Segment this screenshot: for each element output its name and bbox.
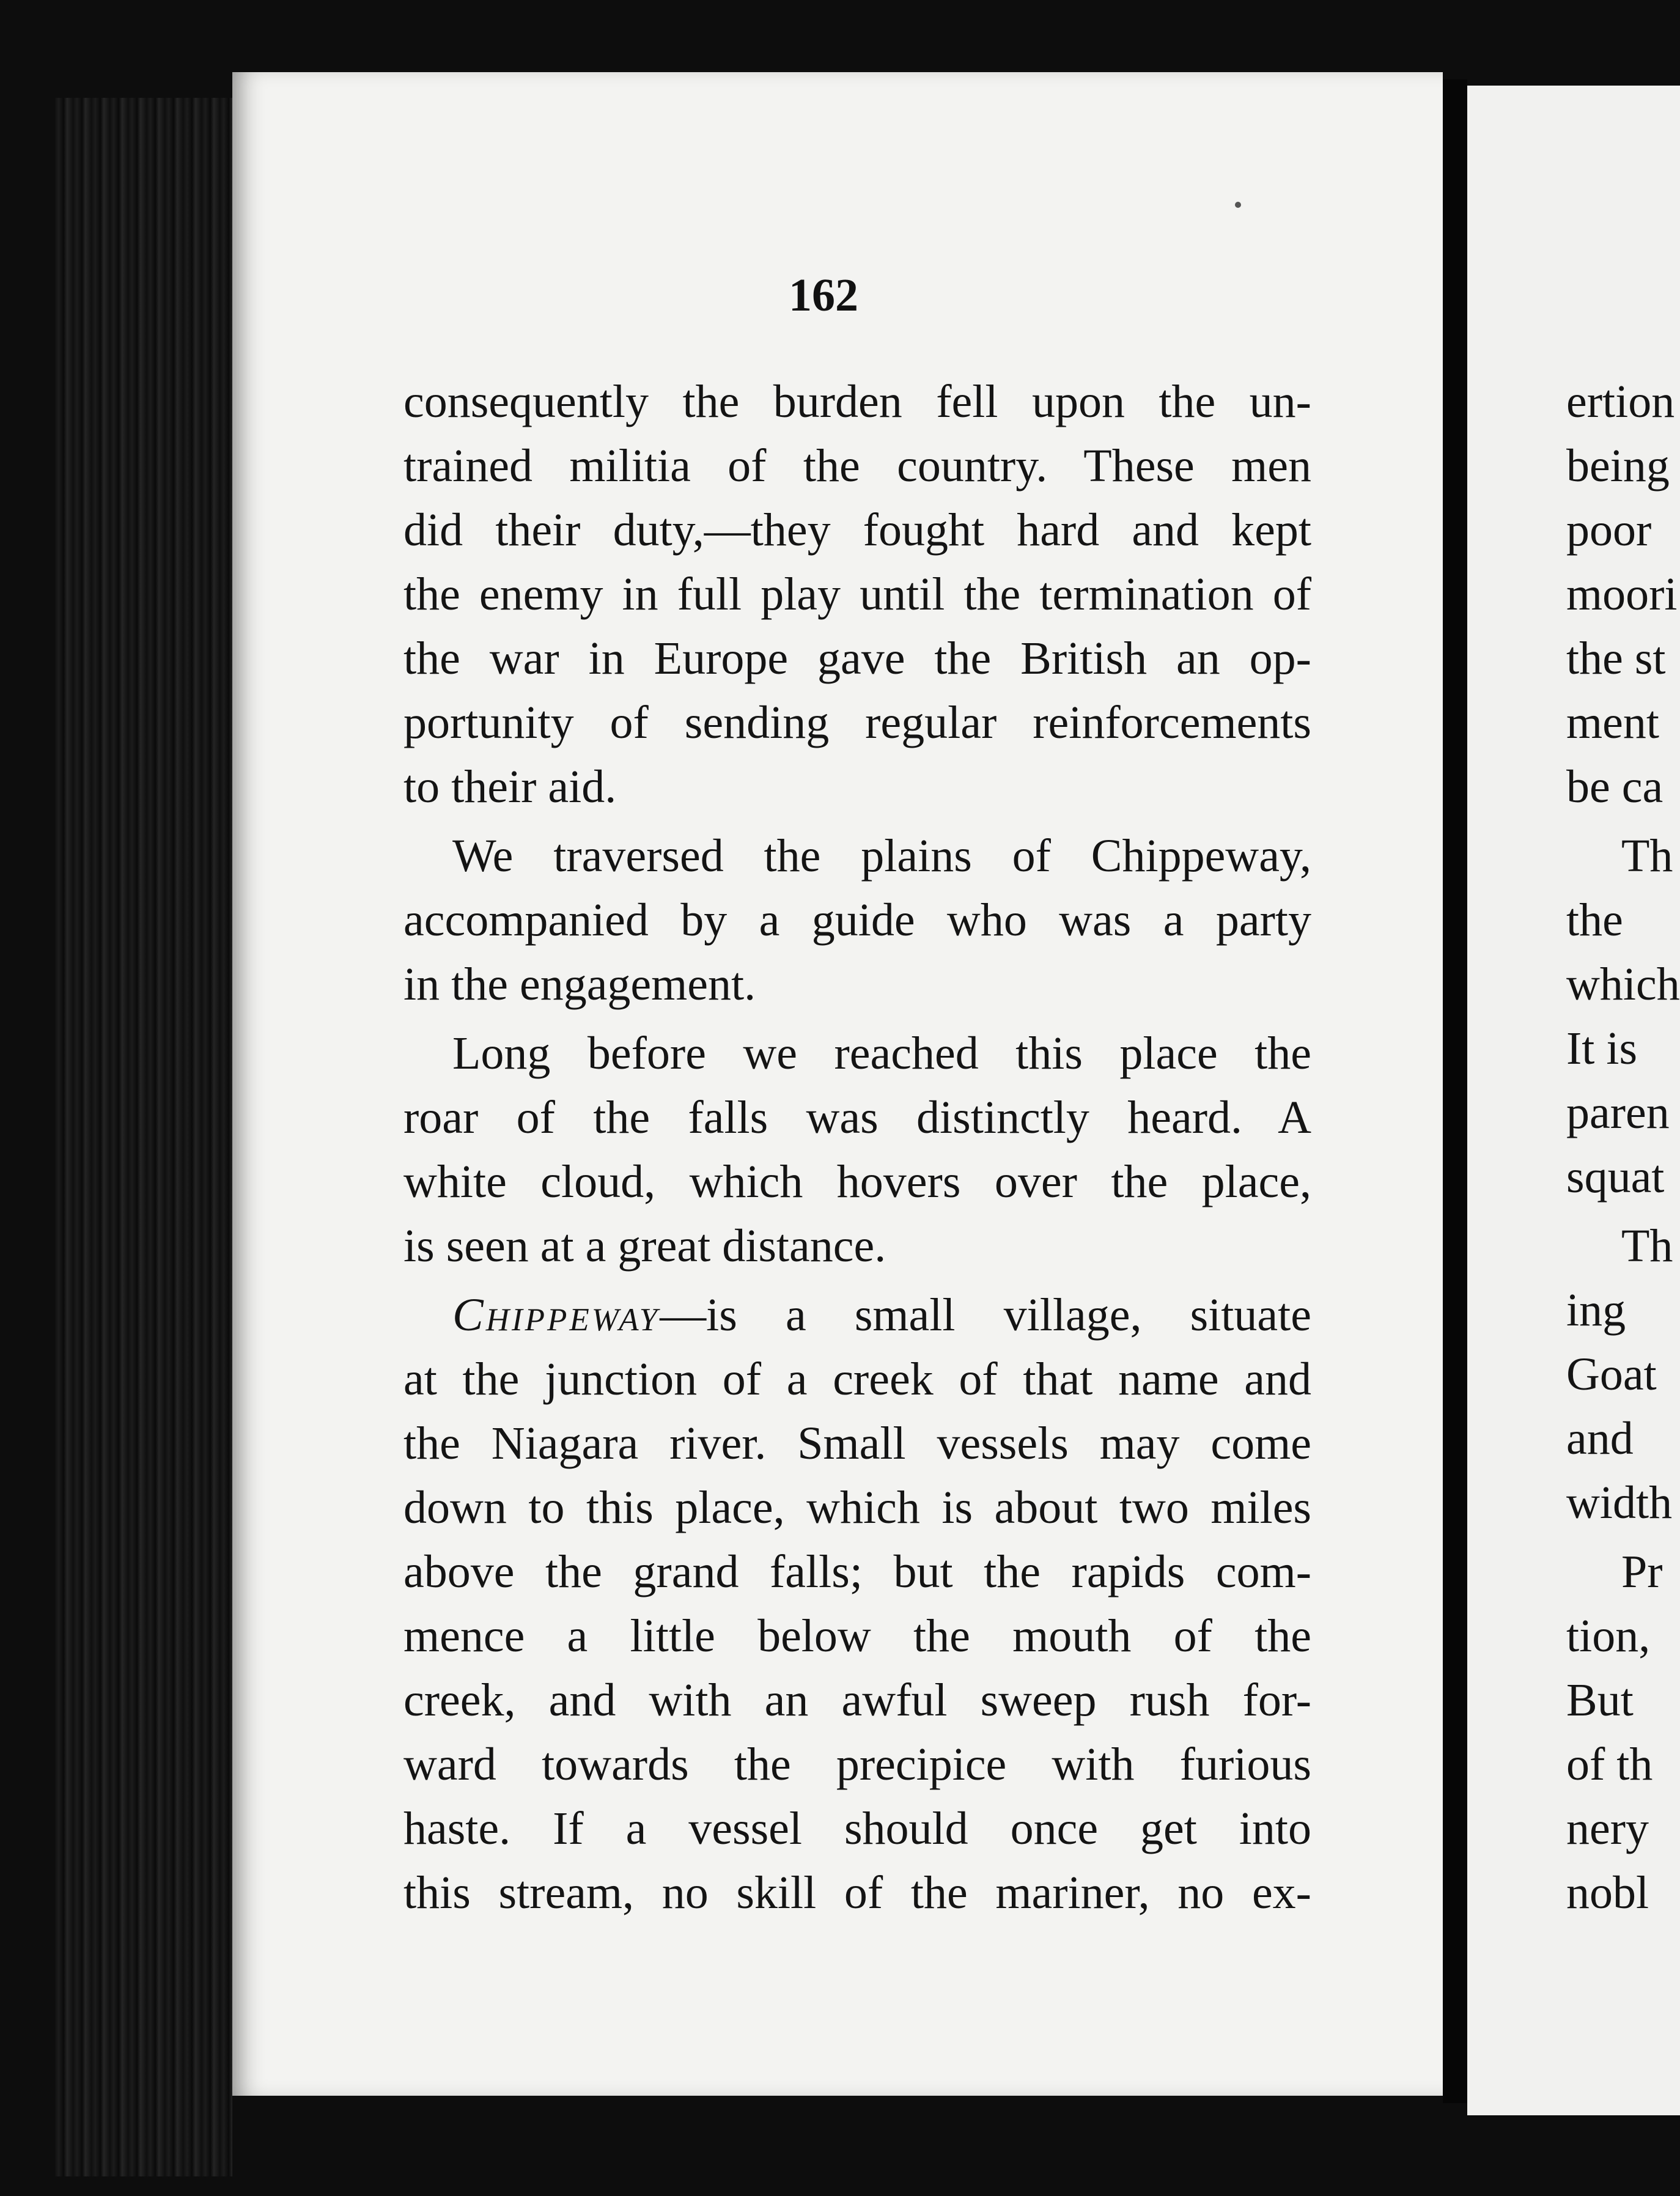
- fragment-line: Pr: [1621, 1546, 1663, 1597]
- text-line: white cloud, which hovers over the place,: [403, 1156, 1311, 1207]
- text-line: did their duty,—they fought hard and kept: [403, 504, 1311, 556]
- fragment-line: the st: [1566, 633, 1666, 684]
- section-heading-chippeway: Chippeway: [452, 1289, 660, 1341]
- fragment-line: Goat: [1566, 1349, 1657, 1400]
- text-line: accompanied by a guide who was a party: [403, 894, 1311, 946]
- text-line: the Niagara river. Small vessels may come: [403, 1418, 1311, 1469]
- fragment-line: ment: [1566, 697, 1659, 748]
- text-line: creek, and with an awful sweep rush for-: [403, 1675, 1311, 1726]
- page-body: [403, 370, 1311, 1925]
- fragment-line: poor: [1566, 504, 1652, 556]
- text-line: trained militia of the country. These men: [403, 440, 1311, 492]
- text-line: the enemy in full play until the termination of: [403, 569, 1311, 620]
- text-line: in the engagement.: [403, 959, 756, 1010]
- text-line: ward towards the precipice with furious: [403, 1739, 1311, 1790]
- text-line: at the junction of a creek of that name and: [403, 1354, 1311, 1405]
- ink-speck: [1235, 202, 1241, 208]
- text-line: to their aid.: [403, 761, 617, 812]
- page-number: 162: [789, 270, 858, 321]
- text-line: down to this place, which is about two miles: [403, 1482, 1311, 1533]
- text-line: roar of the falls was distinctly heard. A: [403, 1092, 1311, 1143]
- text-line: mence a little below the mouth of the: [403, 1610, 1311, 1662]
- fragment-line: nery: [1566, 1803, 1649, 1854]
- text-fragment: —is a small village, situate: [660, 1289, 1311, 1341]
- text-line: this stream, no skill of the mariner, no ex-: [403, 1867, 1311, 1918]
- book-spine-shadow: [55, 98, 232, 2176]
- fragment-line: moori: [1566, 569, 1678, 620]
- fragment-line: It is: [1566, 1023, 1638, 1074]
- facing-page-text: [1566, 370, 1680, 1925]
- fragment-line: nobl: [1566, 1867, 1649, 1918]
- fragment-line: ing: [1566, 1284, 1626, 1336]
- fragment-line: the: [1566, 894, 1623, 946]
- text-line: above the grand falls; but the rapids com-: [403, 1546, 1311, 1597]
- fragment-line: But: [1566, 1675, 1634, 1726]
- fragment-line: being: [1566, 440, 1670, 492]
- page-gutter: [1443, 79, 1467, 2103]
- fragment-line: ertion: [1566, 376, 1675, 427]
- text-line: [403, 1283, 1311, 1347]
- text-line: consequently the burden fell upon the un-: [403, 376, 1311, 427]
- fragment-line: and: [1566, 1413, 1634, 1464]
- fragment-line: Th: [1621, 830, 1673, 882]
- text-line: We traversed the plains of Chippeway,: [452, 830, 1311, 882]
- text-line: Long before we reached this place the: [452, 1028, 1311, 1079]
- text-line: portunity of sending regular reinforcements: [403, 697, 1311, 748]
- fragment-line: paren: [1566, 1087, 1670, 1138]
- fragment-line: which: [1566, 959, 1680, 1010]
- fragment-line: squat: [1566, 1151, 1665, 1203]
- fragment-line: tion,: [1566, 1610, 1651, 1662]
- text-line: the war in Europe gave the British an op-: [403, 633, 1311, 684]
- text-line: is seen at a great distance.: [403, 1220, 886, 1272]
- fragment-line: Th: [1621, 1220, 1673, 1272]
- text-line: haste. If a vessel should once get into: [403, 1803, 1311, 1854]
- fragment-line: width: [1566, 1477, 1673, 1528]
- fragment-line: be ca: [1566, 761, 1663, 812]
- fragment-line: of th: [1566, 1739, 1653, 1790]
